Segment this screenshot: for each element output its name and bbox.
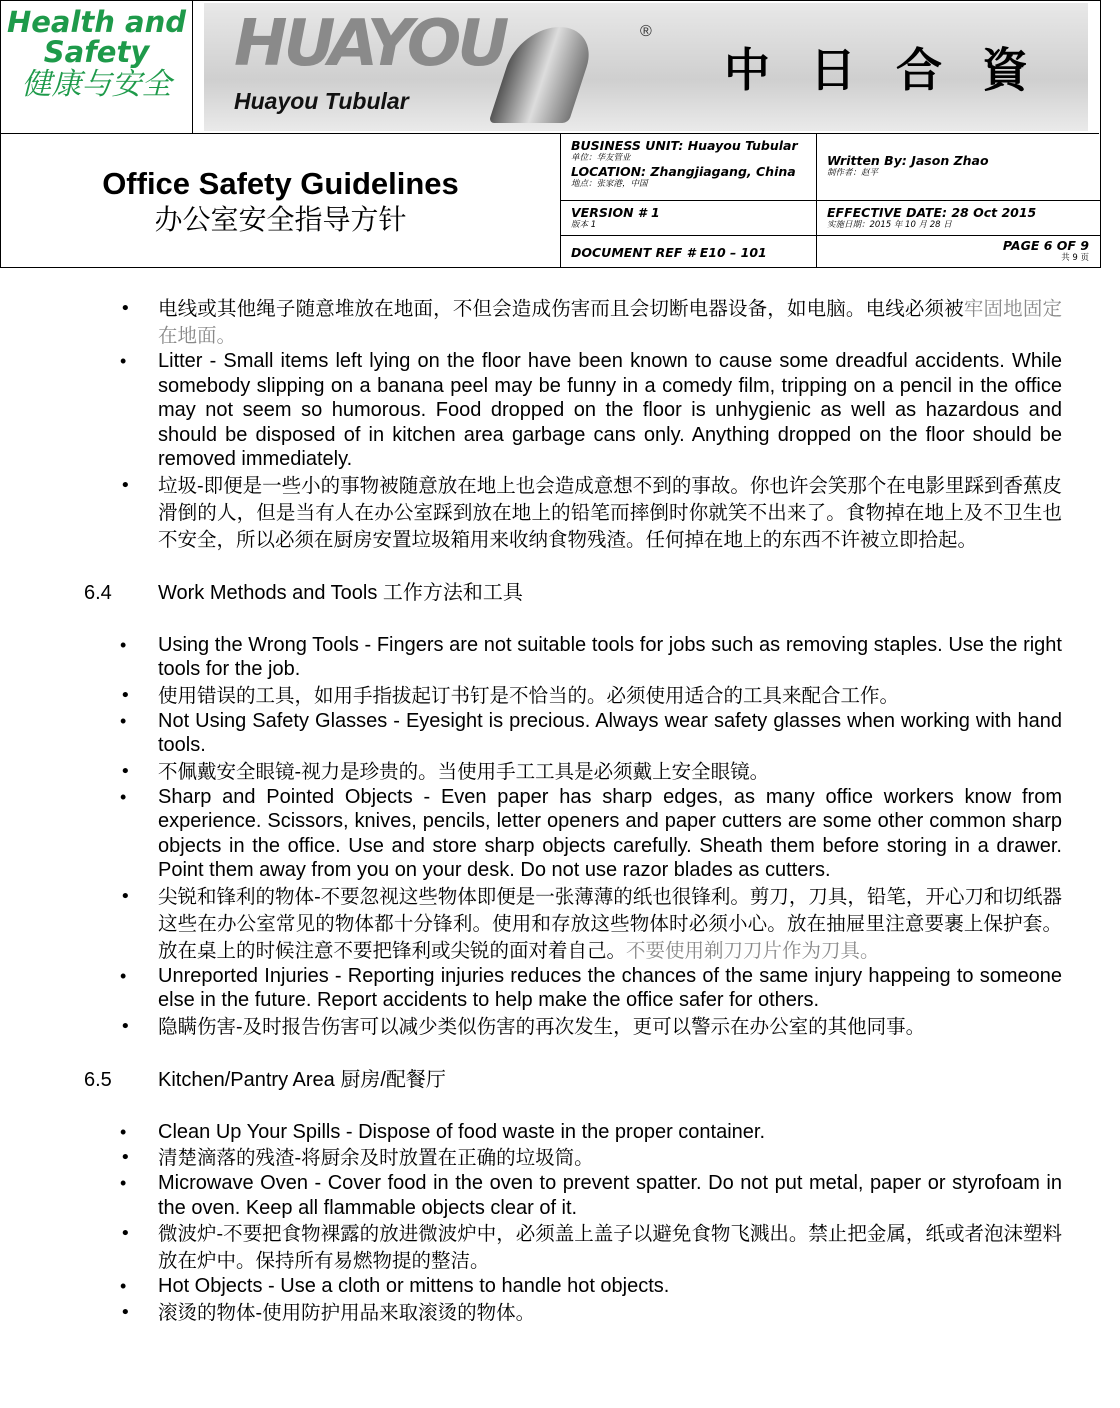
list-item	[0, 785, 1120, 883]
business-unit-cn: 单位：华友管业	[571, 153, 631, 163]
item-text: Clean Up Your Spills - Dispose of food waste in the proper container.	[158, 1120, 766, 1143]
item-text: Unreported Injuries - Reporting injuries reduces the chances of the same injury happeing to someone else in the future. Report accidents to help make the office safer for others.	[158, 964, 1062, 1011]
list-item	[0, 1144, 1120, 1171]
section-title: Work Methods and Tools 工作方法和工具	[158, 581, 523, 604]
item-text-continued: 牢固地固定在地面。	[158, 297, 1062, 347]
page-number-cn: 共 9 页	[1061, 253, 1089, 263]
item-text: 电线或其他绳子随意堆放在地面，不但会造成伤害而且会切断电器设备，如电脑。电线必须被	[158, 297, 964, 320]
health-safety-label	[1, 1, 193, 133]
list-item	[0, 883, 1120, 964]
effective-date-cell	[817, 201, 1101, 236]
section-number: 6.4	[84, 581, 112, 604]
section-number: 6.5	[84, 1068, 112, 1091]
doc-ref: DOCUMENT REF # E10 – 101	[571, 245, 767, 260]
item-text: Litter - Small items left lying on the floor have been known to cause some dreadful accidents. While somebody slipping on a banana peel may be funny in a comedy film, tripping on a pencil in the office may not seem so humorous. Food dropped on the floor is unhygienic as well as hazardous and should be disposed of in kitchen area garbage cans only. Anything dropped on the floor should be removed immediately.	[158, 350, 1062, 470]
list-item	[0, 472, 1120, 553]
company-logo-banner	[204, 3, 1088, 131]
list-item	[0, 964, 1120, 1013]
item-text: 清楚滴落的残渣-将厨余及时放置在正确的垃圾筒。	[158, 1146, 594, 1169]
list-item	[0, 295, 1120, 349]
location: LOCATION: Zhangjiagang, China	[571, 164, 796, 179]
registered-mark: ®	[640, 23, 652, 40]
list-item	[0, 1274, 1120, 1299]
version-cell	[561, 201, 817, 236]
item-text: Sharp and Pointed Objects - Even paper has sharp edges, as many office workers know from experience. Scissors, knives, pencils, letter openers and paper cutters are some other common sharp objects in the office. Use and store sharp objects carefully. Sheath them before storing in a drawer. Point them away from you on your desk. Do not use razor blades as cutters.	[158, 785, 1062, 881]
section-heading	[0, 581, 1120, 605]
page-cell	[817, 236, 1101, 268]
bullet-list	[0, 1120, 1120, 1326]
list-item	[0, 349, 1120, 472]
section-heading	[0, 1068, 1120, 1092]
item-text: Microwave Oven - Cover food in the oven to prevent spatter. Do not put metal, paper or styrofoam in the oven. Keep all flammable objects clear of it.	[158, 1172, 1062, 1219]
joint-venture-label: 中日合資	[724, 43, 1068, 97]
list-item	[0, 709, 1120, 758]
item-text-continued: 不要使用剃刀刀片作为刀具。	[626, 938, 880, 962]
list-item	[0, 1171, 1120, 1220]
title-en: Office Safety Guidelines	[102, 166, 459, 201]
author-cell	[817, 134, 1101, 201]
effective-date-cn: 实施日期：2015 年 10 月 28 日	[827, 220, 952, 230]
page-number: PAGE 6 OF 9	[1002, 238, 1089, 253]
list-item	[0, 682, 1120, 709]
item-text: Hot Objects - Use a cloth or mittens to handle hot objects.	[158, 1275, 670, 1297]
list-item	[0, 1013, 1120, 1040]
health-safety-cn: 健康与安全	[21, 67, 172, 102]
list-item	[0, 633, 1120, 682]
version: VERSION # 1	[571, 205, 660, 220]
logo-subtitle: Huayou Tubular	[234, 88, 409, 114]
huayou-logo: HUAYOU	[234, 7, 506, 81]
doc-ref-cell	[561, 236, 817, 268]
item-text: 垃圾-即便是一些小的事物被随意放在地上也会造成意想不到的事故。你也许会笑那个在电影里踩到香蕉皮滑倒的人，但是当有人在办公室踩到放在地上的铅笔而摔倒时你就笑不出来了。食物掉在地上及不卫生也不安全，所以必须在厨房安置垃圾箱用来收纳食物残渣。任何掉在地上的东西不许被立即拾起。	[158, 473, 1062, 551]
bullet-list	[0, 295, 1120, 553]
item-text: 使用错误的工具，如用手指拔起订书钉是不恰当的。必须使用适合的工具来配合工作。	[158, 683, 900, 707]
list-item	[0, 1220, 1120, 1274]
document-header	[0, 0, 1101, 268]
effective-date: EFFECTIVE DATE: 28 Oct 2015	[827, 205, 1037, 220]
location-cn: 地点：张家港，中国	[571, 179, 648, 189]
item-text: 不佩戴安全眼镜-视力是珍贵的。当使用手工工具是必须戴上安全眼镜。	[158, 759, 770, 783]
item-text: 尖锐和锋利的物体-不要忽视这些物体即便是一张薄薄的纸也很锋利。剪刀，刀具，铅笔，开心刀和切纸器这些在办公室常见的物体都十分锋利。使用和存放这些物体时必须小心。放在抽屉里注意要裹上保护套。放在桌上的时候注意不要把锋利或尖锐的面对着自己。	[158, 884, 1062, 962]
document-title	[1, 134, 561, 267]
version-cn: 版本 1	[571, 220, 597, 230]
health-safety-en: Health and Safety	[6, 5, 187, 69]
list-item	[0, 1299, 1120, 1326]
list-item	[0, 1120, 1120, 1145]
item-text: 滚烫的物体-使用防护用品来取滚烫的物体。	[158, 1300, 536, 1324]
item-text: Using the Wrong Tools - Fingers are not suitable tools for jobs such as removing staples. Use the right tools for the job.	[158, 633, 1062, 680]
list-item	[0, 758, 1120, 785]
document-body	[0, 295, 1120, 1326]
item-text: 微波炉-不要把食物裸露的放进微波炉中，必须盖上盖子以避免食物飞溅出。禁止把金属，纸或者泡沫塑料放在炉中。保持所有易燃物提的整洁。	[158, 1222, 1062, 1272]
item-text: 隐瞒伤害-及时报告伤害可以减少类似伤害的再次发生，更可以警示在办公室的其他同事。	[158, 1014, 926, 1038]
written-by-cn: 制作者：赵平	[827, 168, 879, 178]
bullet-list	[0, 633, 1120, 1040]
written-by: Written By: Jason Zhao	[827, 153, 989, 168]
item-text: Not Using Safety Glasses - Eyesight is precious. Always wear safety glasses when working with hand tools.	[158, 709, 1062, 756]
title-cn: 办公室安全指导方针	[154, 204, 407, 235]
business-unit: BUSINESS UNIT: Huayou Tubular	[571, 138, 798, 153]
business-unit-cell	[561, 134, 817, 201]
section-title: Kitchen/Pantry Area 厨房/配餐厅	[158, 1068, 446, 1091]
